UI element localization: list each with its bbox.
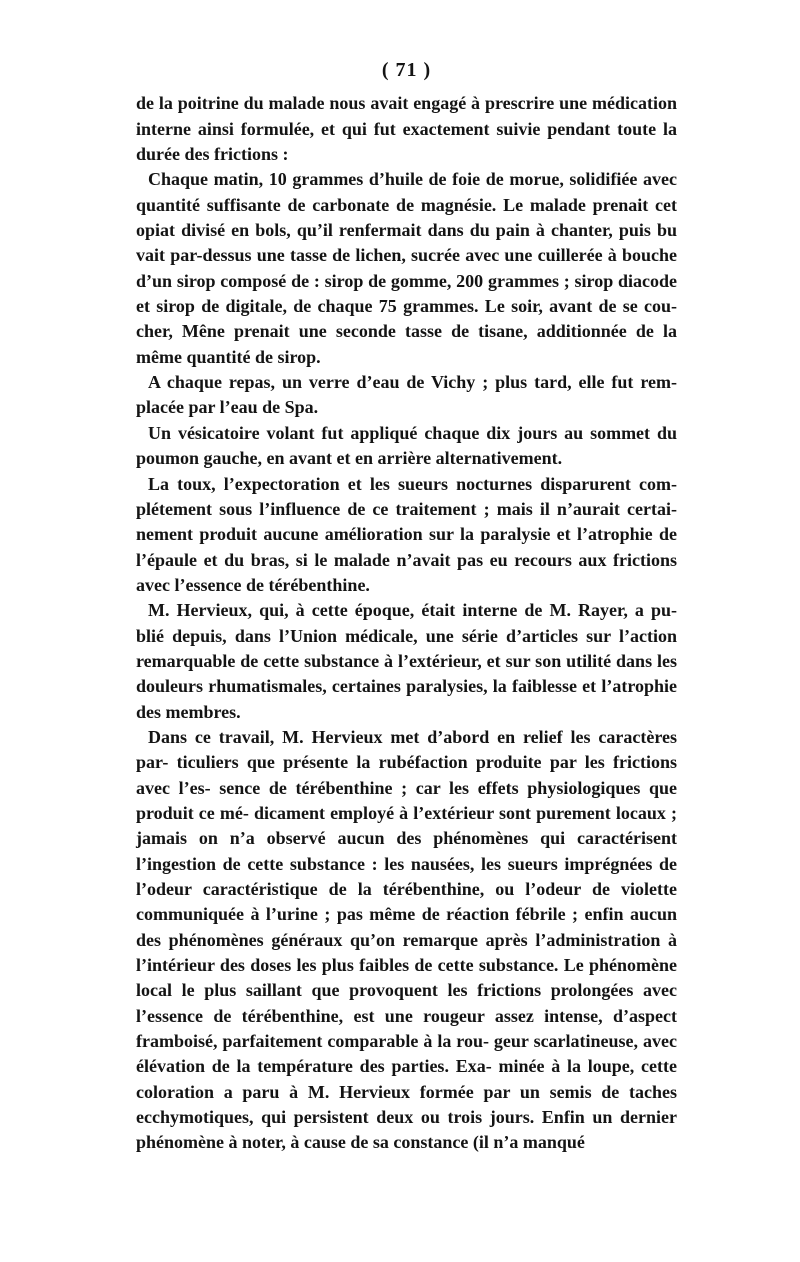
paragraph-prescription: Chaque matin, 10 grammes d’huile de foie de morue, solidifiée avec quantité suffisante de carbonate de magnésie. Le malade prenait cet opiat divisé en bols, qu’il renfermait dans du pain à chanter, puis bu vait par-dessus une tasse de lichen, sucrée avec une cuillerée à bouche d’un sirop composé de : sirop de gomme, 200 grammes ; sirop diacode et sirop de digitale, de chaque 75 grammes. Le soir, avant de se cou- cher, Mêne prenait une seconde tasse de tisane, additionnée de la même quantité de sirop. [136,169,677,367]
paragraph-continuation: de la poitrine du malade nous avait engagé à prescrire une médication interne ainsi formulée, et qui fut exactement suivie pendant toute la durée des frictions : [136,93,677,165]
paragraph-cough: La toux, l’expectoration et les sueurs nocturnes disparurent com- plétement sous l’influence de ce traitement ; mais il n’aurait certai- nement produit aucune amélioration sur la paralysie et l’atrophie de l’épaule et du bras, si le malade n’avait pas eu recours aux frictions avec l’essence de térébenthine. [136,473,677,595]
paragraph-vesicatory: Un vésicatoire volant fut appliqué chaque dix jours au sommet du poumon gauche, en avant et en arrière alternativement. [136,422,677,469]
page-number: ( 71 ) [381,59,432,81]
paragraph-hervieux: M. Hervieux, qui, à cette époque, était interne de M. Rayer, a pu- blié depuis, dans l’Union médicale, une série d’articles sur l’action remarquable de cette substance à l’extérieur, et sur son utilité dans les douleurs rhumatismales, certaines paralysies, la faiblesse et l’atrophie des membres. [136,600,677,722]
paragraph-travail: Dans ce travail, M. Hervieux met d’abord en relief les caractères par- ticuliers que présente la rubéfaction produite par les frictions avec l’es- sence de térébenthine ; car les effets physiologiques que produit ce mé- dicament employé à l’extérieur sont purement locaux ; jamais on n’a observé aucun des phénomènes qui caractérisent l’ingestion de cette substance : les nausées, les sueurs imprégnées de l’odeur caractéristique de la térébenthine, ou l’odeur de violette communiquée à l’urine ; pas même de réaction fébrile ; enfin aucun des phénomènes généraux qu’on remarque après l’administration à l’intérieur des doses les plus faibles de cette substance. Le phénomène local le plus saillant que provoquent les frictions prolongées avec l’essence de térébenthine, est une rougeur assez intense, d’aspect framboisé, parfaitement comparable à la rou- geur scarlatineuse, avec élévation de la température des parties. Exa- minée à la loupe, cette coloration a paru à M. Hervieux formée par un semis de taches ecchymotiques, qui persistent deux ou trois jours. Enfin un dernier phénomène à noter, à cause de sa constance (il n’a manqué [136,726,677,1153]
page-body [136,58,677,1156]
paragraph-meals: A chaque repas, un verre d’eau de Vichy ; plus tard, elle fut rem- placée par l’eau de Spa. [136,372,677,418]
